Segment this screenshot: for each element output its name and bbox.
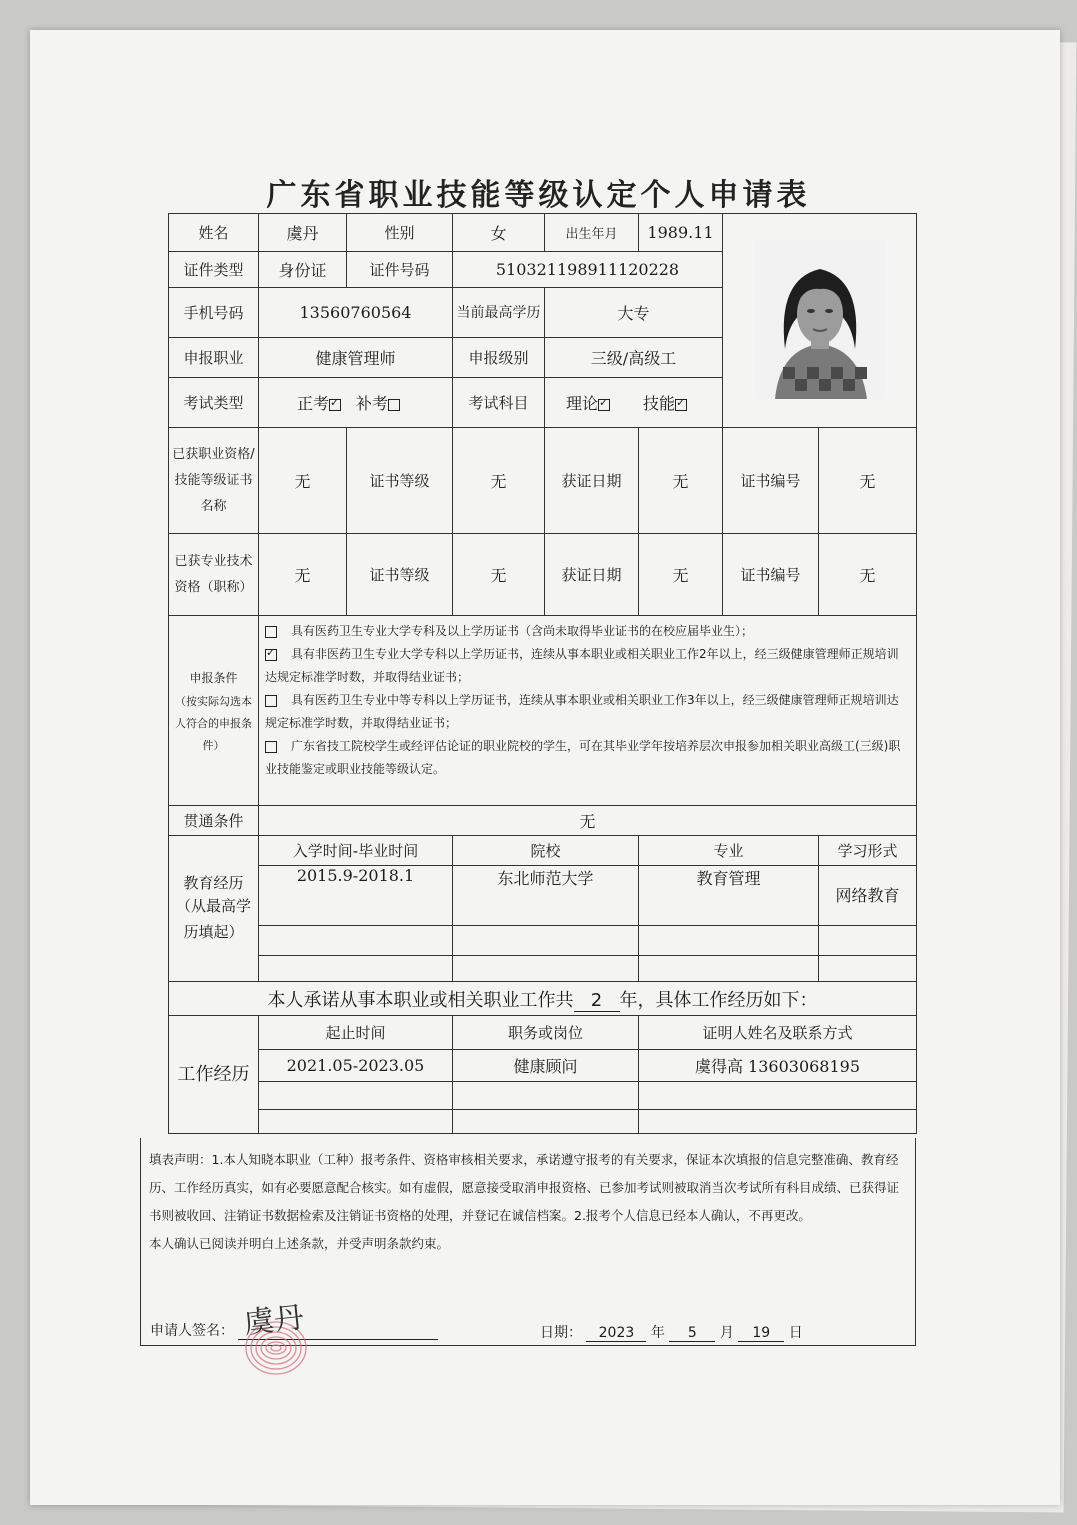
id-number-label: 证件号码 xyxy=(347,252,453,288)
edu-period: 2015.9-2018.1 xyxy=(259,866,453,926)
pro-title-date-label: 获证日期 xyxy=(545,534,639,616)
condition-checkbox-4[interactable] xyxy=(265,741,277,753)
qual-cert-level-label: 证书等级 xyxy=(347,428,453,534)
pledge-prefix: 本人承诺从事本职业或相关职业工作共 xyxy=(267,989,574,1011)
signature-with-fingerprint xyxy=(236,1290,326,1385)
birth-label: 出生年月 xyxy=(545,214,639,252)
pro-title-date: 无 xyxy=(639,534,723,616)
pro-title-no: 无 xyxy=(819,534,917,616)
work-header-reference: 证明人姓名及联系方式 xyxy=(639,1016,917,1050)
work-period: 2021.05-2023.05 xyxy=(259,1050,453,1082)
edu-empty xyxy=(453,926,639,956)
condition-checkbox-2[interactable] xyxy=(265,649,277,661)
qual-cert-no-label: 证书编号 xyxy=(723,428,819,534)
declaration-confirm: 本人确认已阅读并明白上述条款，并受声明条款约束。 xyxy=(149,1236,450,1251)
applicant-photo xyxy=(755,239,885,399)
conditions-note: （按实际勾选本人符合的申报条件） xyxy=(175,694,252,752)
date-month: 5 xyxy=(669,1325,715,1342)
date-day-unit: 日 xyxy=(788,1325,803,1341)
edu-school: 东北师范大学 xyxy=(453,866,639,926)
education-value: 大专 xyxy=(545,288,723,338)
through-label: 贯通条件 xyxy=(169,806,259,836)
conditions-label-cell xyxy=(169,616,259,806)
gender-label: 性别 xyxy=(347,214,453,252)
work-header-period: 起止时间 xyxy=(259,1016,453,1050)
declaration-text: 填表声明：1.本人知晓本职业（工种）报考条件、资格审核相关要求，承诺遵守报考的有关要求，保证本次填报的信息完整准确、教育经历、工作经历真实，如有必要愿意配合核实。如有虚假，愿意接受取消申报资格、已参加考试则被取消当次考试所有科目成绩、已获得证书则被收回、注销证书数据检索及注销证书资格的处理，并登记在诚信档案。2.报考个人信息已经本人确认，不再更改。 xyxy=(149,1152,900,1223)
date-day: 19 xyxy=(738,1325,784,1342)
id-type-value: 身份证 xyxy=(259,252,347,288)
application-form-table xyxy=(168,213,917,1134)
pro-title-level-label: 证书等级 xyxy=(347,534,453,616)
signature-name: 虞丹 xyxy=(242,1300,306,1342)
work-position: 健康顾问 xyxy=(453,1050,639,1082)
subject-skill: 技能 xyxy=(643,394,676,413)
work-empty xyxy=(453,1082,639,1110)
condition-item xyxy=(265,620,910,643)
subject-theory: 理论 xyxy=(565,394,598,413)
date-year: 2023 xyxy=(586,1325,646,1342)
name-label: 姓名 xyxy=(169,214,259,252)
condition-text-1: 具有医药卫生专业大学专科及以上学历证书（含尚未取得毕业证书的在校应届毕业生）； xyxy=(291,624,754,638)
signature-label: 申请人签名： xyxy=(150,1323,234,1339)
condition-item xyxy=(265,643,910,689)
edu-empty xyxy=(819,956,917,982)
photo-cell xyxy=(723,214,917,428)
phone-value: 13560760564 xyxy=(259,288,453,338)
name-value: 虞丹 xyxy=(259,214,347,252)
makeup-checkbox[interactable] xyxy=(388,399,400,411)
work-empty xyxy=(639,1082,917,1110)
work-empty xyxy=(259,1110,453,1134)
edu-header-school: 院校 xyxy=(453,836,639,866)
pledge-suffix: 年，具体工作经历如下： xyxy=(619,989,818,1011)
edu-empty xyxy=(819,926,917,956)
qual-cert-level: 无 xyxy=(453,428,545,534)
edu-header-mode: 学习形式 xyxy=(819,836,917,866)
pro-title-name: 无 xyxy=(259,534,347,616)
edu-empty xyxy=(259,956,453,982)
work-pledge xyxy=(169,982,917,1016)
edu-history-note: （从最高学历填起） xyxy=(175,897,251,941)
exam-type-label: 考试类型 xyxy=(169,378,259,428)
work-empty xyxy=(259,1082,453,1110)
exam-subject-options xyxy=(545,378,723,428)
id-type-label: 证件类型 xyxy=(169,252,259,288)
form-title: 广东省职业技能等级认定个人申请表 xyxy=(266,178,811,213)
work-header-position: 职务或岗位 xyxy=(453,1016,639,1050)
qual-cert-date-label: 获证日期 xyxy=(545,428,639,534)
edu-header-major: 专业 xyxy=(639,836,819,866)
phone-label: 手机号码 xyxy=(169,288,259,338)
exam-subject-label: 考试科目 xyxy=(453,378,545,428)
exam-type-makeup: 补考 xyxy=(356,394,389,413)
level-value: 三级/高级工 xyxy=(545,338,723,378)
date-month-unit: 月 xyxy=(719,1325,734,1341)
conditions-label: 申报条件 xyxy=(189,670,238,685)
qual-cert-date: 无 xyxy=(639,428,723,534)
birth-value: 1989.11 xyxy=(639,214,723,252)
edu-empty xyxy=(453,956,639,982)
skill-checkbox[interactable] xyxy=(675,399,687,411)
gender-value: 女 xyxy=(453,214,545,252)
pro-title-label: 已获专业技术资格（职称） xyxy=(169,534,259,616)
edu-empty xyxy=(639,956,819,982)
condition-checkbox-1[interactable] xyxy=(265,626,277,638)
condition-item xyxy=(265,689,910,735)
edu-mode: 网络教育 xyxy=(819,866,917,926)
edu-header-period: 入学时间-毕业时间 xyxy=(259,836,453,866)
exam-type-options xyxy=(259,378,453,428)
qual-cert-name: 无 xyxy=(259,428,347,534)
edu-empty xyxy=(639,926,819,956)
edu-history-label: 教育经历 xyxy=(183,874,244,892)
qual-cert-no: 无 xyxy=(819,428,917,534)
occupation-label: 申报职业 xyxy=(169,338,259,378)
date-label: 日期： xyxy=(540,1325,582,1341)
condition-text-4: 广东省技工院校学生或经评估论证的职业院校的学生，可在其毕业学年按培养层次申报参加相关职业高级工(三级)职业技能鉴定或职业技能等级认定。 xyxy=(265,739,901,776)
education-label: 当前最高学历 xyxy=(453,288,545,338)
exam-type-regular: 正考 xyxy=(296,394,329,413)
work-reference: 虞得高 13603068195 xyxy=(639,1050,917,1082)
work-empty xyxy=(639,1110,917,1134)
condition-checkbox-3[interactable] xyxy=(265,695,277,707)
edu-major: 教育管理 xyxy=(639,866,819,926)
work-history-label: 工作经历 xyxy=(169,1016,259,1134)
regular-checkbox[interactable] xyxy=(329,399,341,411)
condition-text-3: 具有医药卫生专业中等专科以上学历证书，连续从事本职业或相关职业工作3年以上，经三级健康管理师正规培训达规定标准学时数，并取得结业证书； xyxy=(265,693,899,730)
qual-cert-label: 已获职业资格/技能等级证书名称 xyxy=(169,428,259,534)
condition-item xyxy=(265,735,910,781)
date-row xyxy=(540,1322,803,1342)
condition-text-2: 具有非医药卫生专业大学专科以上学历证书，连续从事本职业或相关职业工作2年以上，经三级健康管理师正规培训达规定标准学时数，并取得结业证书； xyxy=(265,647,899,684)
conditions-list xyxy=(259,616,917,806)
through-value: 无 xyxy=(259,806,917,836)
theory-checkbox[interactable] xyxy=(598,399,610,411)
date-year-unit: 年 xyxy=(650,1325,665,1341)
edu-empty xyxy=(259,926,453,956)
id-number-value: 510321198911120228 xyxy=(453,252,723,288)
pro-title-no-label: 证书编号 xyxy=(723,534,819,616)
edu-label-cell xyxy=(169,836,259,982)
occupation-value: 健康管理师 xyxy=(259,338,453,378)
pledge-years: 2 xyxy=(574,990,620,1012)
work-empty xyxy=(453,1110,639,1134)
level-label: 申报级别 xyxy=(453,338,545,378)
pro-title-level: 无 xyxy=(453,534,545,616)
